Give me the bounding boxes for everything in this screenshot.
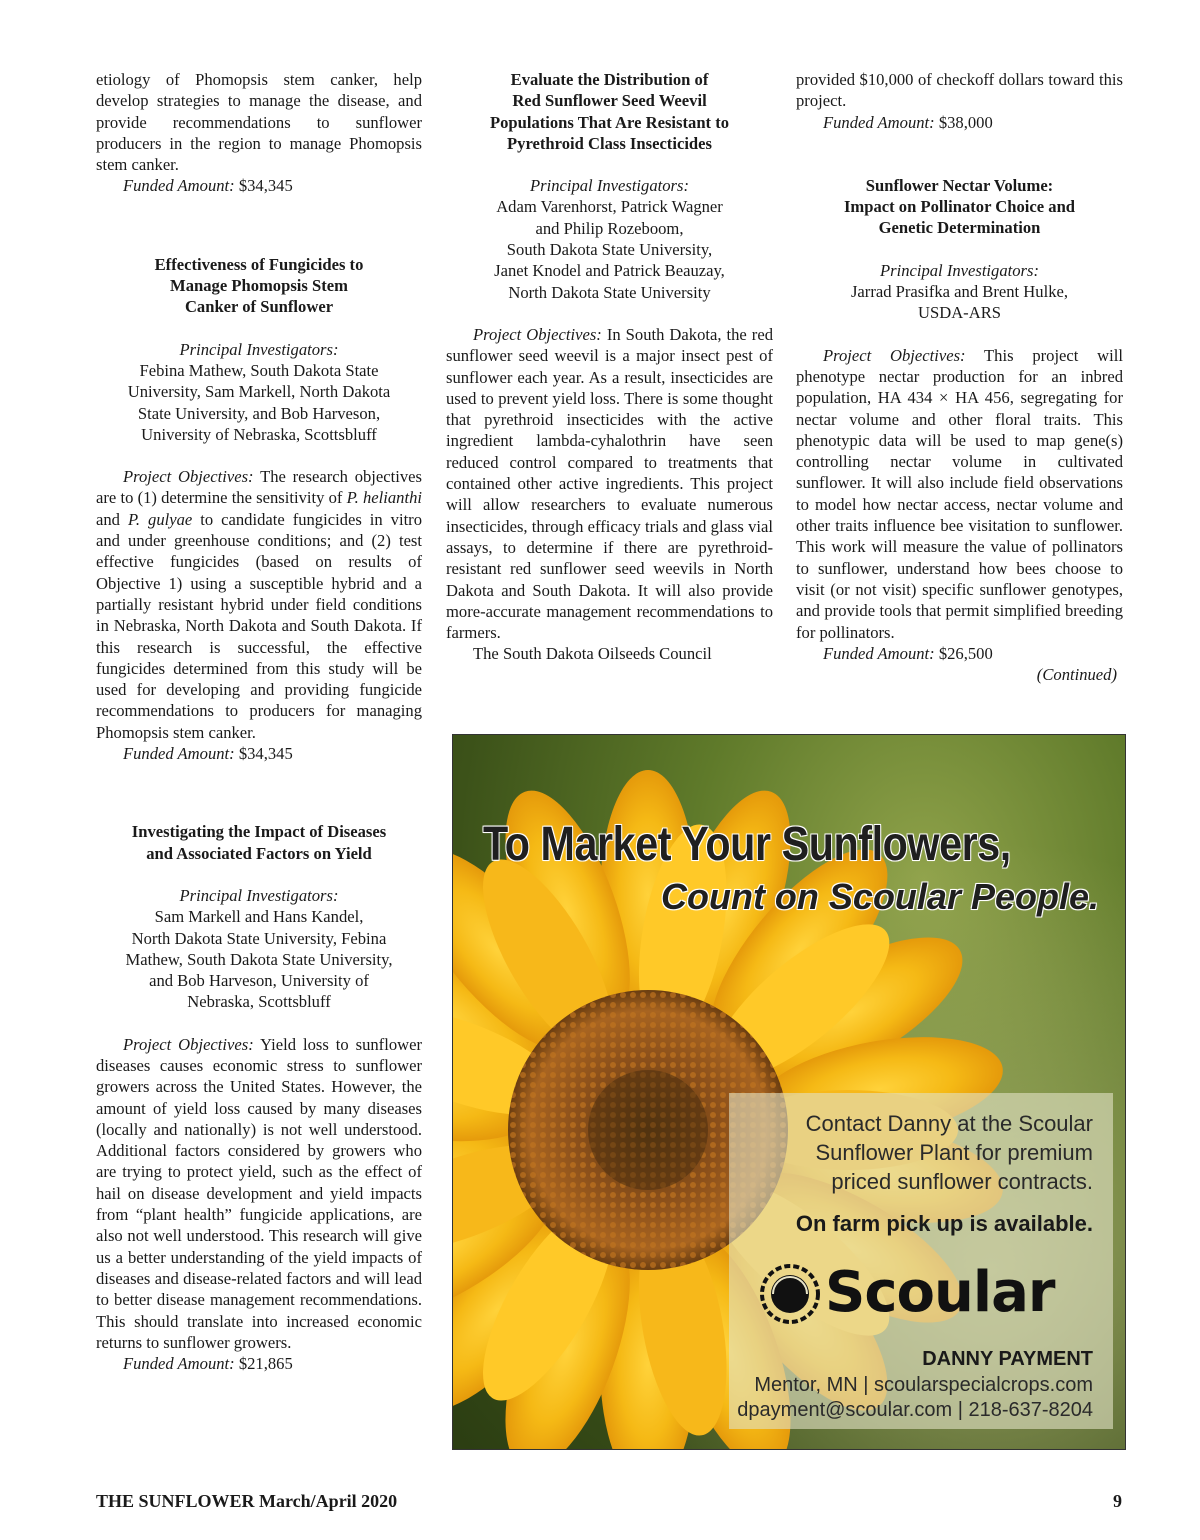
investigator-line: and Bob Harveson, University of xyxy=(149,971,369,991)
funded-label: Funded Amount: xyxy=(123,1354,235,1374)
funded-label: Funded Amount: xyxy=(123,744,235,764)
investigator-line: Janet Knodel and Patrick Beauzay, xyxy=(494,261,725,281)
investigator-line: South Dakota State University, xyxy=(506,240,713,260)
project-objectives xyxy=(96,1034,422,1353)
funded-amount xyxy=(796,643,1123,664)
project-objectives xyxy=(446,324,773,643)
council-note: The South Dakota Oilseeds Council xyxy=(473,644,712,664)
objectives-text: to candidate fungicides in vitro and under greenhouse conditions; and (2) test effective fungicides (based on results of Objective 1) using a susceptible hybrid and a partially resistant hybrid under field conditions in Nebraska, North Dakota and South Dakota. If this research is successful, the effective fungicides determined from this study will be used for developing and providing fungicide recommendations to producers for managing Phomopsis stem canker. xyxy=(96,509,423,742)
objectives-label: Project Objectives: xyxy=(823,345,966,365)
section-heading xyxy=(96,821,422,864)
investigator-line: University, Sam Markell, North Dakota xyxy=(127,382,391,402)
investigator-line: USDA-ARS xyxy=(918,303,1001,323)
funded-value: $21,865 xyxy=(234,1354,293,1374)
investigator-line: North Dakota State University, Febina xyxy=(131,928,387,948)
heading-line: Evaluate the Distribution of xyxy=(510,70,709,89)
objectives-text: The research objectives are to (1) determine the sensitivity of xyxy=(96,467,422,508)
column-left xyxy=(96,69,422,1374)
investigators-label: Principal Investigators: xyxy=(879,260,1039,280)
investigator-line: Febina Mathew, South Dakota State xyxy=(139,360,379,380)
investigators-label: Principal Investigators: xyxy=(179,885,339,905)
heading-line: Canker of Sunflower xyxy=(184,297,334,317)
heading-line: and Associated Factors on Yield xyxy=(146,843,372,863)
ad-contact-text xyxy=(733,1109,1093,1196)
funded-amount xyxy=(796,112,1123,133)
publication-footer: THE SUNFLOWER March/April 2020 xyxy=(96,1491,398,1511)
objectives-text: Yield loss to sunflower diseases causes economic stress to sunflower growers across the United States. However, the amount of yield loss caused by many diseases (locally and nationally) is not well understood. Additional factors considered by growers who are trying to protect yield, such as the effect of hail on disease development and yield impacts from “plant health” fungicide applications, are also not well understood. This research will give us a better understanding of the yield impacts of diseases and disease-related factors and will lead to better disease management recommendations. This should translate into increased economic returns to sunflower growers. xyxy=(96,1034,422,1352)
funded-amount xyxy=(96,743,422,764)
ad-contact-name: DANNY PAYMENT xyxy=(922,1348,1093,1370)
investigators-label: Principal Investigators: xyxy=(529,176,689,196)
investigator-line: Sam Markell and Hans Kandel, xyxy=(154,907,364,927)
investigators-names xyxy=(96,906,422,1012)
funded-value: $26,500 xyxy=(934,643,993,663)
page-number: 9 xyxy=(1113,1491,1122,1511)
heading-line: Impact on Pollinator Choice and xyxy=(843,197,1076,217)
ad-contact-line: Contact Danny at the Scoular xyxy=(805,1111,1093,1136)
ad-headline: To Market Your Sunflowers, xyxy=(483,818,1011,871)
investigator-line: Jarrad Prasifka and Brent Hulke, xyxy=(850,282,1069,302)
investigators-label: Principal Investigators: xyxy=(179,339,339,359)
objectives-label: Project Objectives: xyxy=(123,467,254,487)
heading-line: Sunflower Nectar Volume: xyxy=(865,175,1054,195)
objectives-text: and xyxy=(96,509,128,529)
objectives-label: Project Objectives: xyxy=(473,324,602,344)
funded-label: Funded Amount: xyxy=(823,643,935,663)
objectives-label: Project Objectives: xyxy=(123,1034,254,1054)
ad-email-phone: dpayment@scoular.com | 218-637-8204 xyxy=(737,1399,1093,1421)
investigator-line: Mathew, South Dakota State University, xyxy=(125,949,393,969)
funded-value: $34,345 xyxy=(234,744,293,764)
ad-subhead: Count on Scoular People. xyxy=(660,876,1099,917)
funded-value: $34,345 xyxy=(234,176,293,196)
heading-line: Investigating the Impact of Diseases xyxy=(131,822,387,842)
section-heading xyxy=(796,175,1123,239)
heading-line: Red Sunflower Seed Weevil xyxy=(512,91,707,111)
investigators-names xyxy=(446,196,773,302)
ad-contact-line: Sunflower Plant for premium xyxy=(815,1140,1093,1165)
ad-pickup-note: On farm pick up is available. xyxy=(795,1211,1093,1236)
ad-contact-line: priced sunflower contracts. xyxy=(831,1169,1093,1194)
scoular-logo xyxy=(759,1259,1099,1329)
column-right xyxy=(796,69,1123,685)
heading-line: Populations That Are Resistant to xyxy=(489,112,730,132)
funded-value: $38,000 xyxy=(934,112,993,132)
column-middle xyxy=(446,69,773,665)
investigator-line: University of Nebraska, Scottsbluff xyxy=(141,424,377,444)
scoular-logo-text: Scoular xyxy=(825,1260,1055,1325)
project-objectives xyxy=(96,466,422,743)
investigator-line: Nebraska, Scottsbluff xyxy=(187,992,331,1012)
ad-contact-panel xyxy=(729,1093,1113,1429)
heading-line: Pyrethroid Class Insecticides xyxy=(507,133,712,153)
investigator-line: and Philip Rozeboom, xyxy=(535,218,684,238)
investigators-names xyxy=(96,360,422,445)
investigator-line: State University, and Bob Harveson, xyxy=(137,403,381,423)
objectives-text: This project will phenotype nectar production for an inbred population, HA 434 × HA 456, segregating for nectar volume and other floral traits. This phenotypic data will be used to map gene(s) controlling nectar volume in cultivated sunflower. It will also include field observations to model how nectar access, nectar volume and other traits influence bee visitation to sunflower. This work will measure the value of pollinators to sunflower, understand how bees choose to visit (or not visit) specific sunflower genotypes, and provide tools that permit simplified breeding for pollinators. xyxy=(796,345,1123,642)
investigator-line: North Dakota State University xyxy=(508,282,711,302)
objectives-text: In South Dakota, the red sunflower seed weevil is a major insect pest of sunflower each year. As a result, insecticides are used to prevent yield loss. There is some thought that pyrethroid insecticides with the active ingredient lambda-cyhalothrin have seen reduced control compared to treatments that contained other active ingredients. This project will allow researchers to evaluate numerous insecticides, through efficacy trials and glass vial assays, to determine if there are pyrethroid-resistant red sunflower seed weevils in North Dakota and South Dakota. It will also provide more-accurate management recommendations to farmers. xyxy=(446,324,773,643)
article-text: etiology of Phomopsis stem canker, help develop strategies to manage the disease, and provide recommendations to sunflower producers in the region to manage Phomopsis stem canker. xyxy=(96,70,422,175)
section-heading xyxy=(446,69,773,154)
continued-note: (Continued) xyxy=(1036,665,1117,685)
scoular-advertisement xyxy=(452,734,1126,1450)
ad-location-website: Mentor, MN | scoularspecialcrops.com xyxy=(754,1374,1093,1396)
investigator-line: Adam Varenhorst, Patrick Wagner xyxy=(496,197,723,217)
section-heading xyxy=(96,254,422,318)
funded-amount xyxy=(96,1353,422,1374)
species-name: P. gulyae xyxy=(127,509,193,529)
funded-amount xyxy=(96,175,422,196)
species-name: P. helianthi xyxy=(346,488,422,508)
scoular-logo-icon xyxy=(759,1263,821,1325)
funded-label: Funded Amount: xyxy=(823,112,935,132)
article-text: provided $10,000 of checkoff dollars toward this project. xyxy=(796,70,1123,111)
heading-line: Effectiveness of Fungicides to xyxy=(154,254,364,274)
heading-line: Genetic Determination xyxy=(878,218,1041,238)
investigators-names xyxy=(796,281,1123,324)
funded-label: Funded Amount: xyxy=(123,176,235,196)
heading-line: Manage Phomopsis Stem xyxy=(170,276,348,296)
project-objectives xyxy=(796,345,1123,643)
